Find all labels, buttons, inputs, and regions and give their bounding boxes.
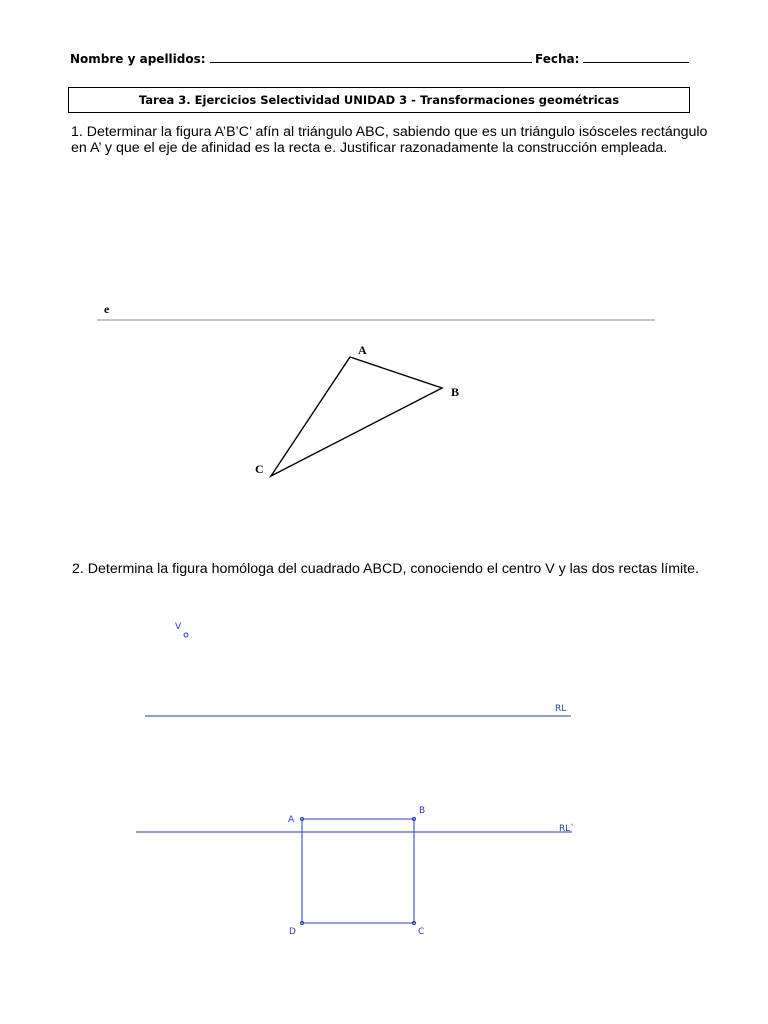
square-vertex-a-label: A	[288, 815, 295, 825]
page-title: Tarea 3. Ejercicios Selectividad UNIDAD 3 - Transformaciones geométricas	[138, 93, 620, 107]
date-label: Fecha:	[535, 52, 580, 66]
vertex-a-label: A	[358, 343, 367, 357]
limit-line-rl-prime-label: RL`	[559, 824, 575, 834]
square-abcd	[302, 819, 414, 923]
square-vertex-b-label: B	[419, 806, 426, 816]
center-v-point	[184, 633, 188, 637]
axis-e-label: e	[104, 302, 110, 316]
limit-line-rl-label: RL	[555, 704, 567, 714]
name-label: Nombre y apellidos:	[70, 52, 206, 66]
center-v-label: V	[175, 622, 182, 632]
vertex-b-label: B	[451, 385, 460, 399]
exercise-2-statement: 2. Determina la figura homóloga del cuadrado ABCD, conociendo el centro V y las dos rectas límite.	[72, 561, 699, 577]
square-vertex-d-label: D	[289, 927, 296, 937]
vertex-c-label: C	[255, 462, 264, 476]
triangle-abc	[271, 357, 442, 476]
exercise-1-statement: 1. Determinar la figura A’B’C’ afín al triángulo ABC, sabiendo que es un triángulo isósceles rectángulo en A’ y que el eje de afinidad es la recta e. Justificar razonadamente la construcción empleada.	[71, 124, 708, 156]
square-vertex-c-label: C	[418, 927, 425, 937]
